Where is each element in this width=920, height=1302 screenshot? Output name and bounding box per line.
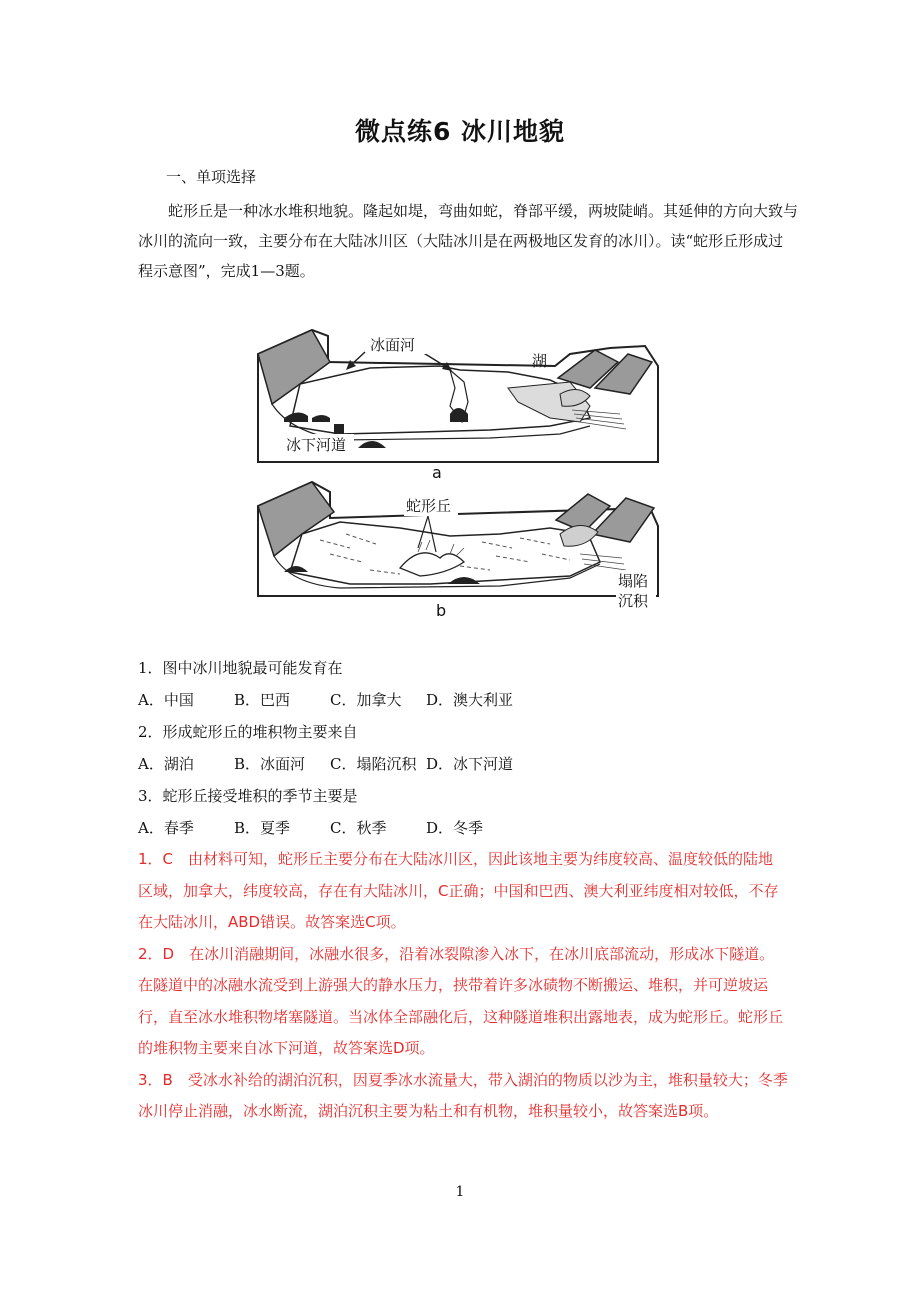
answer-1: 1．C 由材料可知，蛇形丘主要分布在大陆冰川区，因此该地主要为纬度较高、温度较低的陆地区域，加拿大，纬度较高，存在有大陆冰川，C正确；中国和巴西、澳大利亚纬度相对较低，不存在大陆冰川，ABD错误。故答案选C项。: [138, 850, 779, 931]
panel-a: [258, 330, 658, 482]
answer-3: 3．B 受冰水补给的湖泊沉积，因夏季冰水流量大，带入湖泊的物质以沙为主，堆积量较大；冬季冰川停止消融，冰水断流，湖泊沉积主要为粘土和有机物，堆积量较小，故答案选B项。: [138, 1070, 788, 1120]
label-collapse-line1: 塌陷: [618, 572, 649, 590]
option-c: C．秋季: [330, 819, 387, 837]
label-river-surface: 冰面河: [370, 336, 416, 354]
caption-b: b: [436, 601, 447, 620]
label-esker: 蛇形丘: [406, 497, 452, 515]
intro-text: 蛇形丘是一种冰水堆积地貌。隆起如堤，弯曲如蛇，脊部平缓，两坡陡峭。其延伸的方向大致与冰川的流向一致，主要分布在大陆冰川区（大陆冰川是在两极地区发育的冰川）。读“蛇形丘形成过程示意图”，完成1—3题。: [138, 202, 799, 280]
question-options: [138, 748, 798, 780]
caption-a: a: [432, 463, 442, 482]
question-stem: 1．图中冰川地貌最可能发育在: [138, 659, 343, 677]
intro-paragraph: [138, 196, 798, 286]
label-subglacial-channel: 冰下河道: [286, 436, 347, 454]
option-b: B．夏季: [234, 819, 291, 837]
section-heading: 一、单项选择: [166, 168, 257, 186]
question-list: [138, 652, 798, 844]
option-a: A．湖泊: [138, 755, 194, 773]
option-a: A．中国: [138, 691, 194, 709]
option-d: D．冰下河道: [426, 755, 514, 773]
label-lake: 湖: [532, 352, 548, 370]
option-d: D．冬季: [426, 819, 484, 837]
option-b: B．巴西: [234, 691, 291, 709]
option-b: B．冰面河: [234, 755, 306, 773]
question-options: [138, 812, 798, 844]
question-options: [138, 684, 798, 716]
answer-explanations: [138, 844, 788, 1128]
esker-formation-diagram: [250, 322, 670, 622]
option-a: A．春季: [138, 819, 194, 837]
page-title: 微点练6 冰川地貌: [354, 117, 566, 146]
question-stem: 3．蛇形丘接受堆积的季节主要是: [138, 787, 358, 805]
option-d: D．澳大利亚: [426, 691, 514, 709]
question-stem: 2．形成蛇形丘的堆积物主要来自: [138, 723, 358, 741]
option-c: C．加拿大: [330, 691, 402, 709]
panel-b: [258, 482, 658, 620]
option-c: C．塌陷沉积: [330, 755, 417, 773]
answer-2: 2．D 在冰川消融期间，冰融水很多，沿着冰裂隙渗入冰下，在冰川底部流动，形成冰下隧道。在隧道中的冰融水流受到上游强大的静水压力，挟带着许多冰碛物不断搬运、堆积，并可逆坡运行，直至冰水堆积物堵塞隧道。当冰体全部融化后，这种隧道堆积出露地表，成为蛇形丘。蛇形丘的堆积物主要来自冰下河道，故答案选D项。: [138, 944, 784, 1057]
page-number: 1: [455, 1184, 465, 1200]
label-collapse-line2: 沉积: [618, 592, 649, 610]
